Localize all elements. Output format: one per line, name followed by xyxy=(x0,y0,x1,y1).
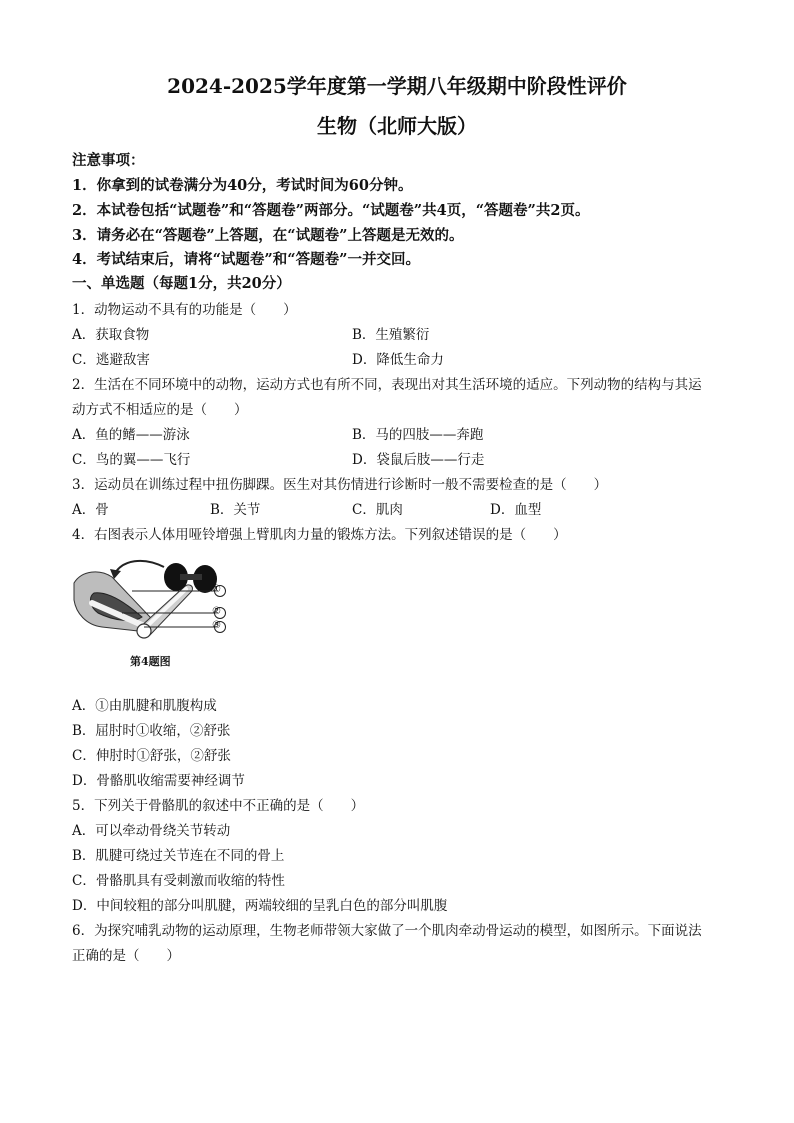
notice-item: 2．本试卷包括“试题卷”和“答题卷”两部分。“试题卷”共4页，“答题卷”共2页。 xyxy=(72,202,590,219)
q3-option-d: D．血型 xyxy=(490,502,542,518)
q2-option-b: B．马的四肢——奔跑 xyxy=(352,427,484,443)
q2-option-a: A．鱼的鳍——游泳 xyxy=(72,427,190,443)
question-4-stem: 4．右图表示人体用哑铃增强上臂肌肉力量的锻炼方法。下列叙述错误的是（ ） xyxy=(72,527,567,543)
q1-option-b: B．生殖繁衍 xyxy=(352,327,430,343)
figure-label-2: ② xyxy=(212,606,221,617)
figure-label-1: ① xyxy=(212,584,221,595)
q3-option-c: C．肌肉 xyxy=(352,502,403,518)
q4-option-c: C．伸肘时①舒张，②舒张 xyxy=(72,748,231,764)
notice-item: 4．考试结束后，请将“试题卷”和“答题卷”一并交回。 xyxy=(72,251,420,268)
arm-dumbbell-figure xyxy=(72,555,242,675)
notice-item: 1．你拿到的试卷满分为40分，考试时间为60分钟。 xyxy=(72,177,413,194)
question-5-stem: 5．下列关于骨骼肌的叙述中不正确的是（ ） xyxy=(72,798,365,814)
notice-item: 3．请务必在“答题卷”上答题，在“试题卷”上答题是无效的。 xyxy=(72,227,464,244)
q4-option-b: B．屈肘时①收缩，②舒张 xyxy=(72,723,231,739)
page-title: 2024-2025学年度第一学期八年级期中阶段性评价 xyxy=(167,74,627,98)
q5-option-d: D．中间较粗的部分叫肌腱，两端较细的呈乳白色的部分叫肌腹 xyxy=(72,898,448,914)
question-3-stem: 3．运动员在训练过程中扭伤脚踝。医生对其伤情进行诊断时一般不需要检查的是（ ） xyxy=(72,477,608,493)
q1-option-c: C．逃避敌害 xyxy=(72,352,150,368)
q3-option-b: B．关节 xyxy=(210,502,261,518)
q2-option-c: C．鸟的翼——飞行 xyxy=(72,452,191,468)
q5-option-c: C．骨骼肌具有受刺激而收缩的特性 xyxy=(72,873,285,889)
q4-option-d: D．骨骼肌收缩需要神经调节 xyxy=(72,773,245,789)
q1-option-d: D．降低生命力 xyxy=(352,352,444,368)
q1-option-a: A．获取食物 xyxy=(72,327,150,343)
page-subtitle: 生物（北师大版） xyxy=(317,114,477,138)
figure-caption: 第4题图 xyxy=(130,655,171,668)
question-6-stem-cont: 正确的是（ ） xyxy=(72,948,180,964)
q5-option-b: B．肌腱可绕过关节连在不同的骨上 xyxy=(72,848,285,864)
notice-heading: 注意事项： xyxy=(72,152,145,169)
q5-option-a: A．可以牵动骨绕关节转动 xyxy=(72,823,231,839)
question-2-stem: 2．生活在不同环境中的动物，运动方式也有所不同，表现出对其生活环境的适应。下列动物的结构与其运 xyxy=(72,377,702,393)
question-6-stem: 6．为探究哺乳动物的运动原理，生物老师带领大家做了一个肌肉牵动骨运动的模型，如图所示。下面说法 xyxy=(72,923,702,939)
q2-option-d: D．袋鼠后肢——行走 xyxy=(352,452,485,468)
question-1-stem: 1．动物运动不具有的功能是（ ） xyxy=(72,302,297,318)
figure-label-3: ③ xyxy=(212,620,221,631)
section-heading: 一、单选题（每题1分，共20分） xyxy=(72,275,291,292)
question-2-stem-cont: 动方式不相适应的是（ ） xyxy=(72,402,248,418)
q4-option-a: A．①由肌腱和肌腹构成 xyxy=(72,698,217,714)
q3-option-a: A．骨 xyxy=(72,502,109,518)
